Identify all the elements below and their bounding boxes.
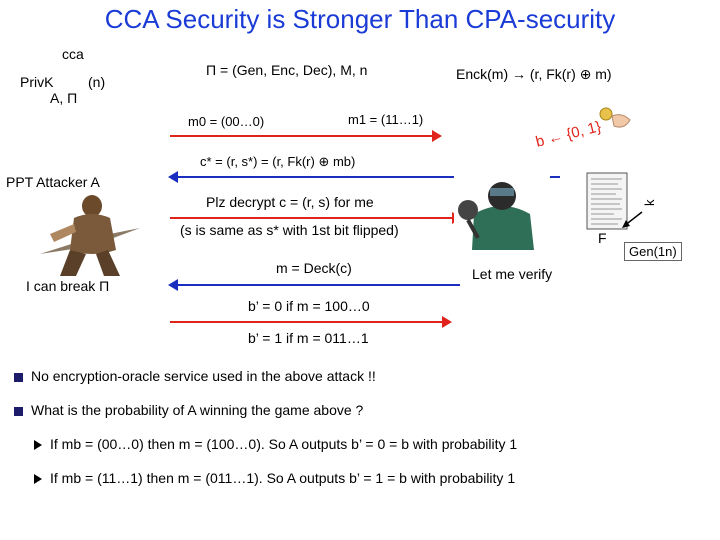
attacker-figure: [30, 192, 150, 278]
adversary-scheme-label: A, Π: [50, 90, 78, 106]
arrow-bullet-icon: [34, 474, 42, 484]
challenger-figure: [454, 168, 550, 250]
subbullet-item-1: If mb = (00…0) then m = (100…0). So A outputs b’ = 0 = b with probability 1: [32, 436, 517, 452]
output-arrow: [170, 321, 450, 323]
scheme-definition: Π = (Gen, Enc, Dec), M, n: [206, 62, 368, 78]
random-bit-choice: b ← {0, 1}: [533, 118, 603, 151]
verify-label: Let me verify: [472, 266, 553, 282]
bullet-item-1: No encryption-oracle service used in the above attack !!: [14, 368, 376, 384]
arrow-bullet-icon: [34, 440, 42, 450]
security-param-label: (n): [88, 74, 106, 90]
decrypt-request-arrow: [170, 217, 460, 219]
gen-label: Gen(1n): [624, 242, 682, 261]
can-break-label: I can break Π: [26, 278, 110, 294]
decryption-arrow: [170, 284, 460, 286]
challenge-ciphertext: c* = (r, s*) = (r, Fk(r) ⊕ mb): [200, 154, 356, 169]
key-label: k: [642, 199, 657, 206]
prf-label: F: [598, 230, 607, 246]
decryption-result: m = Deck(c): [276, 260, 352, 276]
attacker-label: PPT Attacker A: [6, 174, 100, 190]
key-arrow: [620, 210, 644, 230]
square-bullet-icon: [14, 373, 23, 382]
subbullet-item-2: If mb = (11…1) then m = (011…1). So A outputs b’ = 1 = b with probability 1: [32, 470, 515, 486]
flipped-bit-note: (s is same as s* with 1st bit flipped): [180, 222, 399, 238]
decrypt-request: Plz decrypt c = (r, s) for me: [206, 194, 374, 210]
message-m0: m0 = (00…0): [188, 114, 265, 129]
output-rule-1: b’ = 1 if m = 011…1: [248, 330, 369, 346]
square-bullet-icon: [14, 407, 23, 416]
output-rule-0: b’ = 0 if m = 100…0: [248, 298, 370, 314]
encryption-definition: Enck(m) → (r, Fk(r) ⊕ m): [456, 66, 612, 82]
message-m1: m1 = (11…1): [348, 112, 424, 127]
cca-label: cca: [62, 46, 84, 62]
messages-arrow: [170, 135, 440, 137]
bullet-item-2: What is the probability of A winning the game above ?: [14, 402, 363, 418]
page-title: CCA Security is Stronger Than CPA-security: [104, 4, 616, 34]
coin-icon: [596, 106, 636, 136]
privk-label: PrivK: [20, 74, 54, 90]
